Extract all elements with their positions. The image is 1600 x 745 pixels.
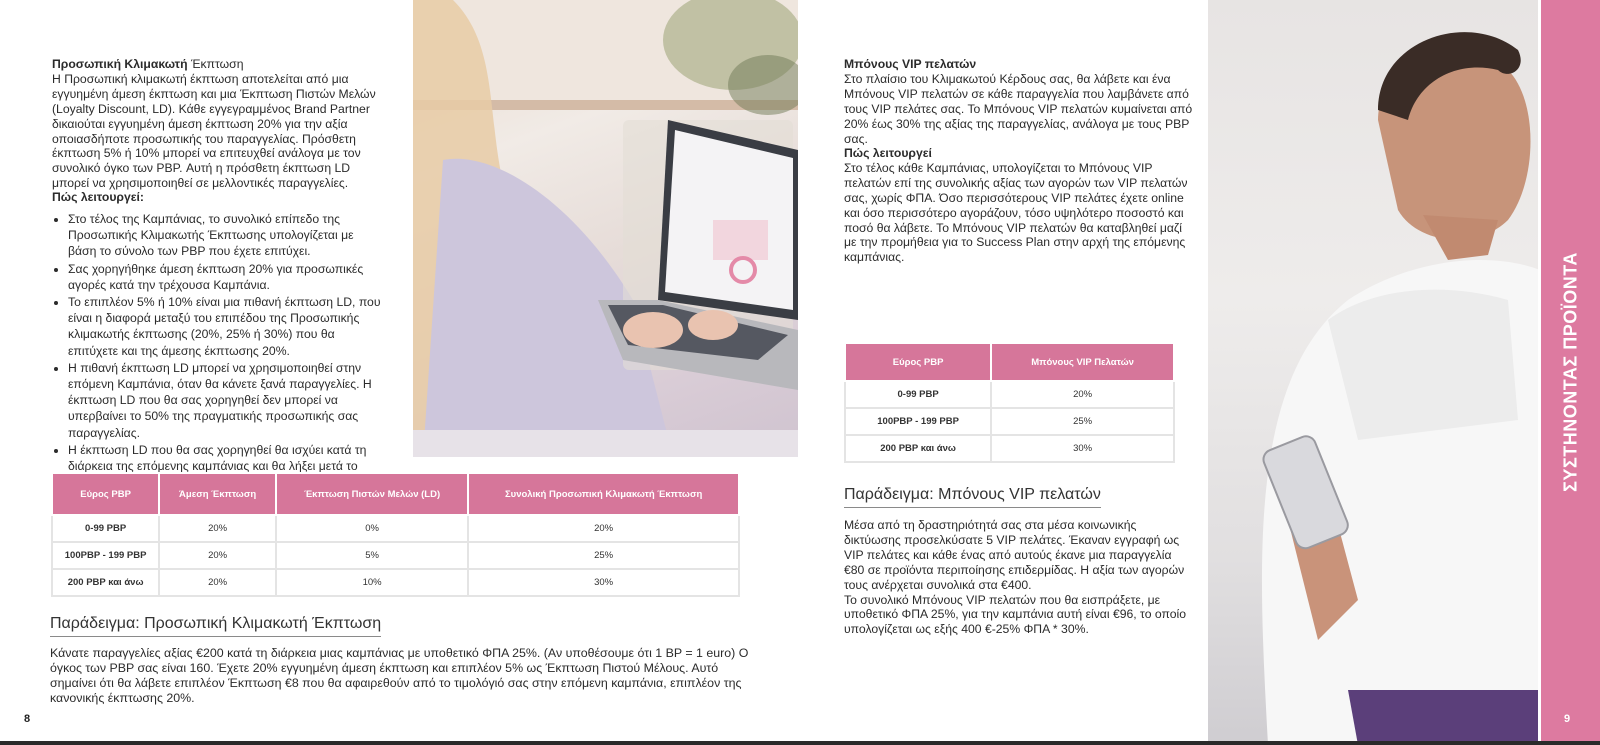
col-header: Μπόνους VIP Πελατών xyxy=(991,343,1174,381)
example-text-right-2: Το συνολικό Μπόνους VIP πελατών που θα εισπράξετε, με υποθετικό ΦΠΑ 25%, για την καμπάνια αυτή είναι €96, το οποίο υπολογίζεται ως εξής 400 €-25% ΦΠΑ * 30%. xyxy=(844,592,1186,637)
list-item: • Σας χορηγήθηκε άμεση έκπτωση 20% για προσωπικές αγορές κατά την τρέχουσα Καμπάνια. xyxy=(68,261,382,293)
table-row xyxy=(845,435,1174,462)
table-cell: 20% xyxy=(159,515,276,542)
personal-discount-intro xyxy=(52,57,382,191)
example-body-right xyxy=(844,518,1194,637)
list-item: • Η πιθανή έκπτωση LD μπορεί να χρησιμοποιηθεί στην επόμενη Καμπάνια, όταν θα κάνετε ξανά παραγγελίες. Η έκπτωση LD που θα σας χορηγηθεί δεν μπορεί να υπερβαίνει το 50% της πραγματικής προσωπικής σας παραγγελίας. xyxy=(68,360,382,441)
example-text-right-1: Μέσα από τη δραστηριότητά σας στα μέσα κοινωνικής δικτύωσης προσελκύσατε 5 VIP πελάτες. Έκαναν εγγραφή ως VIP πελάτες και κάθε ένας από αυτούς έκανε μια παραγγελία €80 σε προϊόντα περιποίησης επιδερμίδας. Η αξία των αγορών τους ανέρχεται συνολικά στα €400. xyxy=(844,518,1185,592)
how-bullet-list xyxy=(52,211,382,490)
col-header: Άμεση Έκπτωση xyxy=(159,473,276,515)
list-item: • Το επιπλέον 5% ή 10% είναι μια πιθανή έκπτωση LD, που είναι η διαφορά μεταξύ του επιπέδου της Προσωπικής κλιμακωτής έκπτωσης (20%, 25% ή 30%) που θα επιτύχετε και της άμεσης έκπτωσης 20%. xyxy=(68,294,382,359)
table-cell: 20% xyxy=(159,569,276,596)
intro-title-rest: Έκπτωση xyxy=(187,57,244,71)
vip-title: Μπόνους VIP πελατών xyxy=(844,57,977,71)
table-cell: 20% xyxy=(468,515,739,542)
col-header: Έκπτωση Πιστών Μελών (LD) xyxy=(276,473,468,515)
table-cell: 100PBP - 199 PBP xyxy=(52,542,159,569)
woman-laptop-photo xyxy=(413,0,798,457)
how-body-right: Στο τέλος κάθε Καμπάνιας, υπολογίζεται το Μπόνους VIP πελατών επί της συνολικής αξίας των αγορών των VIP πελατών σας, χωρίς ΦΠΑ. Όσο περισσότερους VIP πελάτες έχετε online και όσο περισσότερο αγοράζουν, τόσο υψηλότερο ποσοστό και ποσό θα λάβετε. Το Μπόνους VIP πελατών θα καταβληθεί μαζί με την προμήθεια για το Success Plan στην αρχή της επόμενης καμπάνιας. xyxy=(844,160,1188,265)
table-cell: 5% xyxy=(276,542,468,569)
example-title-right: Παράδειγμα: Μπόνους VIP πελατών xyxy=(844,486,1101,508)
example-title-left: Παράδειγμα: Προσωπική Κλιμακωτή Έκπτωση xyxy=(50,615,381,637)
table-cell: 20% xyxy=(991,381,1174,408)
intro-title xyxy=(52,57,382,72)
table-cell: 30% xyxy=(991,435,1174,462)
intro-body: Η Προσωπική κλιμακωτή έκπτωση αποτελείται από μια εγγυημένη άμεση έκπτωση και μια Έκπτωση Πιστών Μελών (Loyalty Discount, LD). Κάθε εγγεγραμμένος Brand Partner δικαιούται εγγυημένη άμεση έκπτωση 20% για την αξία οποιασδήποτε προσωπικής του παραγγελίας. Πρόσθετη έκπτωση 5% ή 10% μπορεί να επιτευχθεί ανάλογα με τον συνολικό όγκο των PBP. Αυτή η πρόσθετη έκπτωση LD μπορεί να χρησιμοποιηθεί σε μελλοντικές παραγγελίες. xyxy=(52,71,376,191)
table-cell: 0% xyxy=(276,515,468,542)
table-cell: 25% xyxy=(468,542,739,569)
example-body-left xyxy=(50,646,750,706)
page-number-left: 8 xyxy=(24,713,31,725)
table-cell: 100PBP - 199 PBP xyxy=(845,408,991,435)
how-title-left: Πώς λειτουργεί: xyxy=(52,190,144,204)
vip-bonus-intro xyxy=(844,57,1194,146)
col-header: Εύρος PBP xyxy=(52,473,159,515)
table-cell: 30% xyxy=(468,569,739,596)
table-cell: 200 PBP και άνω xyxy=(52,569,159,596)
man-smartphone-illustration xyxy=(1208,0,1540,745)
table-cell: 200 PBP και άνω xyxy=(845,435,991,462)
how-title-right: Πώς λειτουργεί xyxy=(844,146,932,160)
table-cell: 20% xyxy=(159,542,276,569)
personal-discount-table xyxy=(51,472,740,597)
table-row xyxy=(845,381,1174,408)
table-header-row xyxy=(52,473,739,515)
page-number-right: 9 xyxy=(1564,713,1571,725)
how-it-works-right xyxy=(844,146,1194,265)
table-cell: 10% xyxy=(276,569,468,596)
table-row xyxy=(52,542,739,569)
table-cell: 0-99 PBP xyxy=(52,515,159,542)
list-item: • Η έκπτωση LD που θα σας χορηγηθεί θα ισχύει κατά τη διάρκεια της επόμενης καμπάνιας και θα λήξει μετά το xyxy=(68,442,382,491)
vip-bonus-table xyxy=(844,342,1175,463)
intro-title-bold: Προσωπική Κλιμακωτή xyxy=(52,57,188,71)
vip-body: Στο πλαίσιο του Κλιμακωτού Κέρδους σας, θα λάβετε και ένα Μπόνους VIP πελατών σε κάθε παραγγελία που λαμβάνετε από τους VIP πελάτες σας. Το Μπόνους VIP πελατών κυμαίνεται από 20% έως 30% της αξίας της παραγγελίας, ανάλογα με τους PBP σας. xyxy=(844,71,1193,146)
col-header: Εύρος PBP xyxy=(845,343,991,381)
man-smartphone-photo xyxy=(1208,0,1540,745)
table-row xyxy=(52,515,739,542)
table-row xyxy=(845,408,1174,435)
table-header-row xyxy=(845,343,1174,381)
section-label: ΣΥΣΤΗΝΟΝΤΑΣ ΠΡΟΪΟΝΤΑ xyxy=(1560,252,1580,492)
example-text-left: Κάνατε παραγγελίες αξίας €200 κατά τη διάρκεια μιας καμπάνιας με υποθετικό ΦΠΑ 25%. (Αν υποθέσουμε ότι 1 BP = 1 euro) Ο όγκος των PBP σας είναι 160. Έχετε 20% εγγυημένη άμεση έκπτωση και επιπλέον 5% ως Έκπτωση Πιστού Μέλους. Αυτό σημαίνει ότι θα λάβετε επιπλέον Έκπτωση €8 που θα αφαιρεθούν από το τιμολόγιό σας στην επόμενη καμπάνια, επιπλέον της κανονικής έκπτωσης 20%. xyxy=(50,646,749,705)
col-header: Συνολική Προσωπική Κλιμακωτή Έκπτωση xyxy=(468,473,739,515)
table-cell: 0-99 PBP xyxy=(845,381,991,408)
table-row xyxy=(52,569,739,596)
how-it-works-left xyxy=(52,190,382,491)
woman-laptop-illustration xyxy=(413,0,798,457)
table-cell: 25% xyxy=(991,408,1174,435)
list-item: • Στο τέλος της Καμπάνιας, το συνολικό επίπεδο της Προσωπικής Κλιμακωτής Έκπτωσης υπολογίζεται με βάση το σύνολο των PBP που έχετε επιτύχει. xyxy=(68,211,382,260)
section-side-band xyxy=(1541,0,1600,745)
bottom-border xyxy=(0,741,1600,745)
